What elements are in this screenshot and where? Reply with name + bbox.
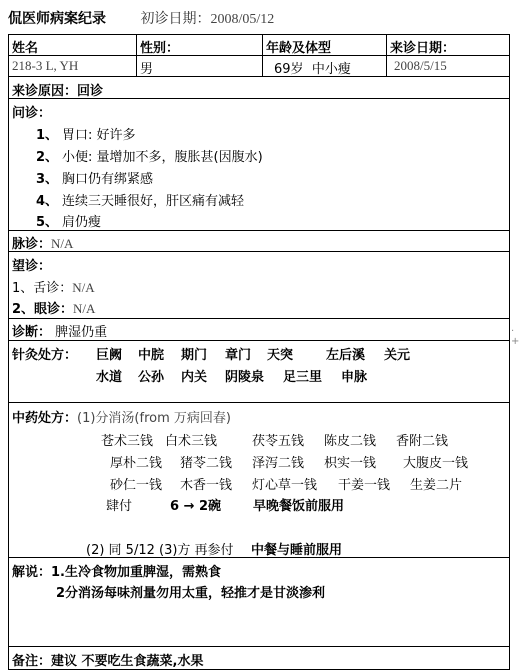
herb-item: 大腹皮一钱 [403,456,469,471]
first-visit-date: 2008/05/12 [210,12,275,27]
inquiry-item [36,168,153,187]
herbal-label: 中药处方： [12,411,78,426]
acupuncture-label: 针灸处方： [12,348,78,363]
second-timing: 中餐与睡前服用 [251,543,343,558]
acupoint: 天突 [267,348,294,363]
herb-item: 茯苓五钱 [252,434,305,449]
eye-row [12,298,95,317]
herb-item: 砂仁一钱 [110,478,163,493]
acupoint: 足三里 [283,370,323,385]
herb-item: 香附二钱 [396,434,449,449]
acupoint: 关元 [384,348,411,363]
inquiry-item [36,211,101,230]
row-divider [8,646,510,647]
sex-header: 性别： [140,41,180,56]
notes-label: 解说： [12,565,52,580]
herbal-header-row [12,407,231,426]
edge-marker: + [511,336,519,347]
row-divider [8,340,510,341]
row-divider [8,251,510,252]
herb-item: 猪苓二钱 [180,456,233,471]
dose-ratio: 6 → 2碗 [170,499,222,514]
inquiry-text: 胃口: 好许多 [62,128,136,143]
inquiry-num: 5、 [36,215,59,230]
row-divider [8,318,510,319]
patient-age-build [274,58,351,77]
pulse-label: 脉诊： [12,237,52,252]
inquiry-text: 胸口仍有绑紧感 [62,172,154,187]
acupoint: 章门 [225,348,252,363]
age-header: 年龄及体型 [266,41,332,56]
first-visit-field [140,11,274,27]
formula-intro: (1)分消汤(from 万病回春) [77,411,231,426]
row-divider [8,98,510,99]
acupoint: 巨阙 [96,348,123,363]
inquiry-num: 3、 [36,172,59,187]
inquiry-text: 连续三天睡很好，肝区痛有减轻 [62,194,245,209]
inquiry-text: 小便: 量增加不多，腹胀甚(因腹水) [62,150,263,165]
patient-visit-date: 2008/5/15 [394,58,447,73]
acupoint: 内关 [181,370,208,385]
diagnosis-row [12,321,107,340]
acupoint: 期门 [181,348,208,363]
inquiry-num: 2、 [36,150,59,165]
inquiry-num: 4、 [36,194,59,209]
row-divider [8,557,510,558]
herb-item: 生姜二片 [410,478,463,493]
notes-line-1: 1.生冷食物加重脾湿，需熟食 [51,565,221,580]
notes-line-2: 2分消汤每味剂量勿用太重，轻推才是甘淡渗利 [56,586,326,601]
herb-item: 泽泻二钱 [252,456,305,471]
acupoint: 阴陵泉 [225,370,265,385]
herb-item: 苍术三钱 [101,434,154,449]
diagnosis-label: 诊断： [12,325,52,340]
reason-row [12,80,103,99]
pulse-row [12,233,73,252]
medical-record-sheet [4,0,510,672]
herb-item: 白术三钱 [165,434,218,449]
patient-name: 218-3 L, YH [12,58,79,73]
pulse-value: N/A [51,236,74,251]
herb-item: 灯心草一钱 [252,478,318,493]
edge-marker: · [511,326,515,337]
inquiry-num: 1、 [36,128,59,143]
acupoint: 申脉 [341,370,368,385]
eye-label: 2、眼诊： [12,302,74,317]
record-title-row [8,8,274,28]
inquiry-item [36,146,263,165]
patient-build: 中小瘦 [311,62,351,77]
record-title: 侃医师病案纪录 [8,11,106,27]
herb-item: 枳实一钱 [324,456,377,471]
acupoint: 公孙 [138,370,165,385]
patient-age: 69岁 [274,62,304,77]
eye-value: N/A [73,301,96,316]
remark-value: 建议 不要吃生食蔬菜,水果 [51,654,204,669]
inquiry-item [36,190,244,209]
acupoint: 水道 [96,370,123,385]
row-divider [8,402,510,403]
second-formula: (2) 同 5/12 (3)方 再参付 [86,543,234,558]
reason-value: 回诊 [77,84,104,99]
dose-count: 肆付 [106,499,133,514]
inquiry-label: 问诊： [12,106,52,121]
dose-timing: 早晚餐饭前服用 [253,499,345,514]
reason-label: 来诊原因： [12,84,78,99]
herb-item: 干姜一钱 [338,478,391,493]
acupoint: 中脘 [138,348,165,363]
first-visit-label: 初诊日期： [140,11,211,27]
notes-row [12,561,221,580]
inquiry-item [36,124,136,143]
tongue-label: 1、舌诊： [12,281,73,296]
herb-item: 木香一钱 [180,478,233,493]
inquiry-text: 肩仍瘦 [62,215,102,230]
remark-row [12,650,203,669]
acupoint: 左后溪 [326,348,366,363]
visit-date-header: 来诊日期： [390,41,456,56]
row-divider [8,76,510,77]
tongue-value: N/A [72,280,95,295]
row-divider [8,230,510,231]
tongue-row [12,277,95,296]
remark-label: 备注： [12,654,52,669]
herb-item: 厚朴二钱 [110,456,163,471]
inspection-label: 望诊： [12,259,52,274]
diagnosis-value: 脾湿仍重 [55,325,108,340]
patient-sex: 男 [140,62,154,77]
name-header: 姓名 [12,41,39,56]
herb-item: 陈皮二钱 [324,434,377,449]
